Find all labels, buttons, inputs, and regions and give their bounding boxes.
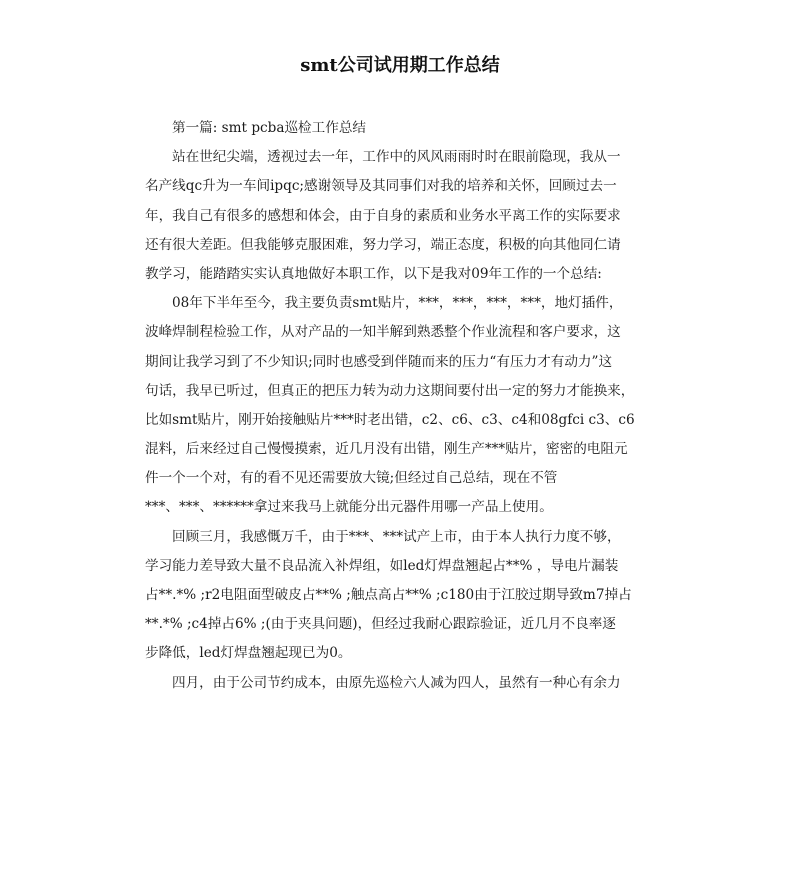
text-line-19: 步降低，led灯焊盘翘起现已为0。: [145, 645, 352, 662]
text-line-5: 还有很大差距。但我能够克服困难，努力学习，端正态度，积极的向其他同仁请: [145, 236, 621, 253]
text-line-16: 学习能力差导致大量不良品流入补焊组，如led灯焊盘翘起占**% ，导电片漏装: [145, 557, 619, 574]
text-line-6: 教学习，能踏踏实实认真地做好本职工作，以下是我对09年工作的一个总结:: [145, 265, 602, 282]
text-line-15: 回顾三月，我感慨万千，由于***、***试产上市，由于本人执行力度不够，: [172, 528, 621, 545]
text-line-8: 波峰焊制程检验工作，从对产品的一知半解到熟悉整个作业流程和客户要求，这: [145, 324, 621, 341]
text-line-11: 比如smt贴片，刚开始接触贴片***时老出错，c2、c6、c3、c4和08gfci c3、c6: [145, 411, 635, 428]
text-line-10: 句话，我早已听过，但真正的把压力转为动力这期间要付出一定的努力才能换来，: [145, 382, 635, 399]
text-line-4: 年，我自己有很多的感想和体会，由于自身的素质和业务水平离工作的实际要求: [145, 207, 621, 224]
text-line-13: 件一个一个对，有的看不见还需要放大镜;但经过自己总结，现在不管: [145, 470, 558, 487]
page-title: smt公司试用期工作总结: [300, 55, 500, 76]
text-line-20: 四月，由于公司节约成本，由原先巡检六人减为四人，虽然有一种心有余力: [172, 674, 621, 691]
text-line-9: 期间让我学习到了不少知识;同时也感受到伴随而来的压力“有压力才有动力”这: [145, 353, 613, 370]
document-body: [145, 114, 657, 698]
text-line-12: 混料，后来经过自己慢慢摸索，近几月没有出错，刚生产***贴片，密密的电阻元: [145, 441, 628, 458]
text-line-3: 名产线qc升为一车间ipqc;感谢领导及其同事们对我的培养和关怀，回顾过去一: [145, 178, 617, 195]
text-line-2: 站在世纪尖端，透视过去一年，工作中的风风雨雨时时在眼前隐现，我从一: [172, 149, 621, 166]
text-line-14: ***、***、******拿过来我马上就能分出元器件用哪一产品上使用。: [145, 499, 553, 516]
text-line-18: **.*% ;c4掉占6% ;(由于夹具问题)，但经过我耐心跟踪验证，近几月不良率逐: [145, 616, 616, 633]
text-line-1: 第一篇: smt pcba巡检工作总结: [172, 120, 367, 136]
text-line-7: 08年下半年至今，我主要负责smt贴片，***，***，***，***，地灯插件，: [172, 295, 623, 312]
text-line-17: 占**.*% ;r2电阻面型破皮占**% ;触点高占**% ;c180由于江胶过期导致m7掉占: [145, 587, 632, 603]
